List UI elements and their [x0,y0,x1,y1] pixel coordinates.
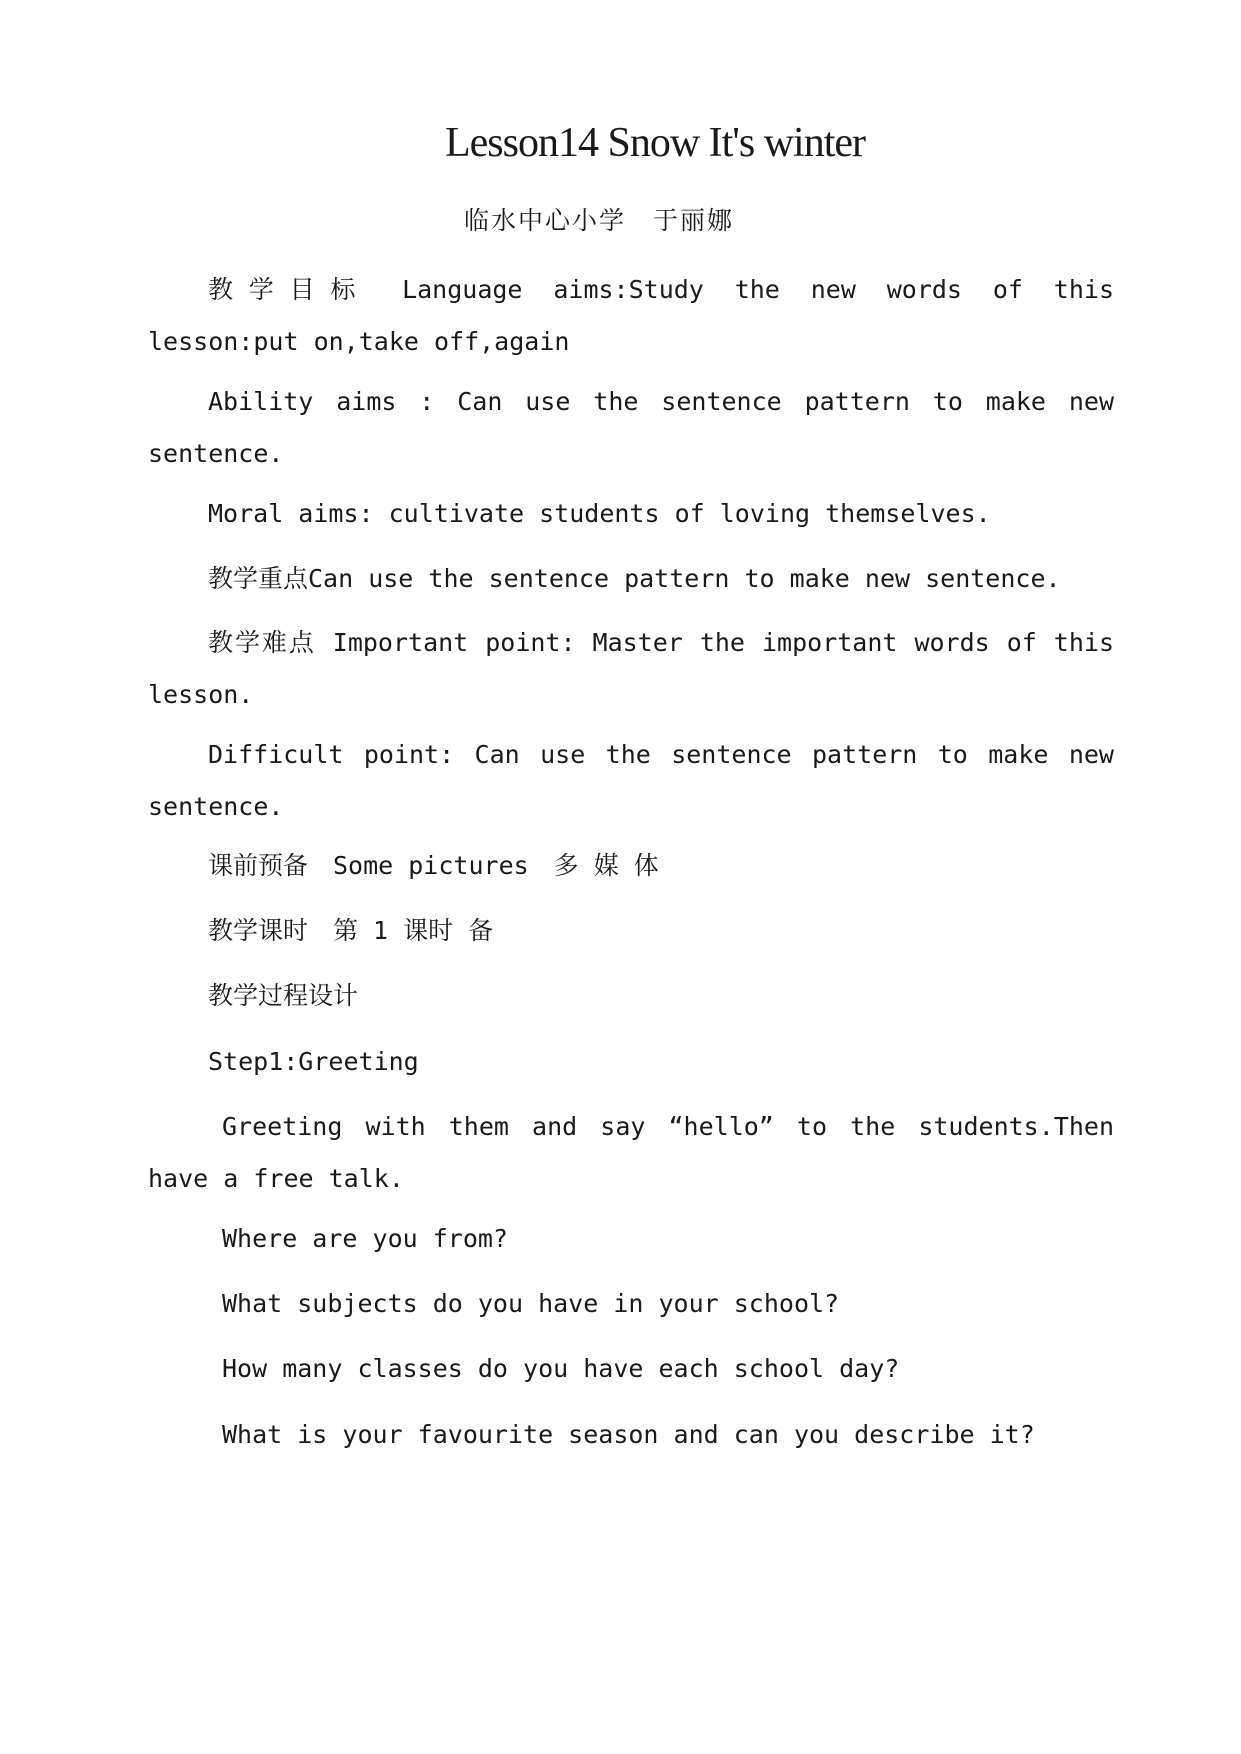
author-line: 临水中心小学 于丽娜 [463,206,734,235]
paragraph-line: Step1:Greeting [208,1047,419,1076]
paragraph-line: How many classes do you have each school day? [222,1354,900,1383]
paragraph-line: lesson:put on,take off,again [148,327,570,356]
paragraph-line: 教学难点 Important point: Master the important words of this [208,628,1114,657]
paragraph-line: sentence. [148,439,284,468]
paragraph-greeting [148,1101,1114,1205]
paragraph-teaching-aims [148,264,1114,368]
paragraph-line: 教学重点Can use the sentence pattern to make new sentence. [208,564,1061,593]
step1-heading [148,1036,1114,1088]
paragraph-line: What is your favourite season and can you describe it? [222,1420,1035,1449]
paragraph-line: 课前预备 Some pictures 多 媒 体 [208,851,659,880]
document-title: Lesson14 Snow It's winter [444,120,866,166]
paragraph-line: 教学目标 Language aims:Study the new words of this [208,275,1114,304]
paragraph-process-heading [148,970,1114,1022]
paragraph-line: 教学过程设计 [208,981,359,1010]
paragraph-preparation [148,840,1114,892]
paragraph-line: 教学课时 第 1 课时 备 [208,916,494,945]
paragraph-ability-aims [148,376,1114,480]
question-3 [148,1343,1114,1395]
paragraph-line: Difficult point: Can use the sentence pattern to make new [208,740,1114,769]
paragraph-line: What subjects do you have in your school? [222,1289,840,1318]
paragraph-difficult-points [148,617,1114,721]
paragraph-line: lesson. [148,680,254,709]
question-2 [148,1278,1114,1330]
paragraph-moral-aims [148,488,1114,540]
question-4 [148,1409,1114,1461]
paragraph-key-points [148,553,1114,605]
paragraph-difficult-point [148,729,1114,833]
paragraph-line: sentence. [148,792,284,821]
question-1 [148,1213,1114,1265]
paragraph-line: have a free talk. [148,1164,404,1193]
paragraph-line: Moral aims: cultivate students of loving themselves. [208,499,991,528]
paragraph-lesson-periods [148,905,1114,957]
paragraph-line: Where are you from? [222,1224,508,1253]
paragraph-line: Greeting with them and say “hello” to the students.Then [222,1112,1114,1141]
paragraph-line: Ability aims : Can use the sentence pattern to make new [208,387,1114,416]
